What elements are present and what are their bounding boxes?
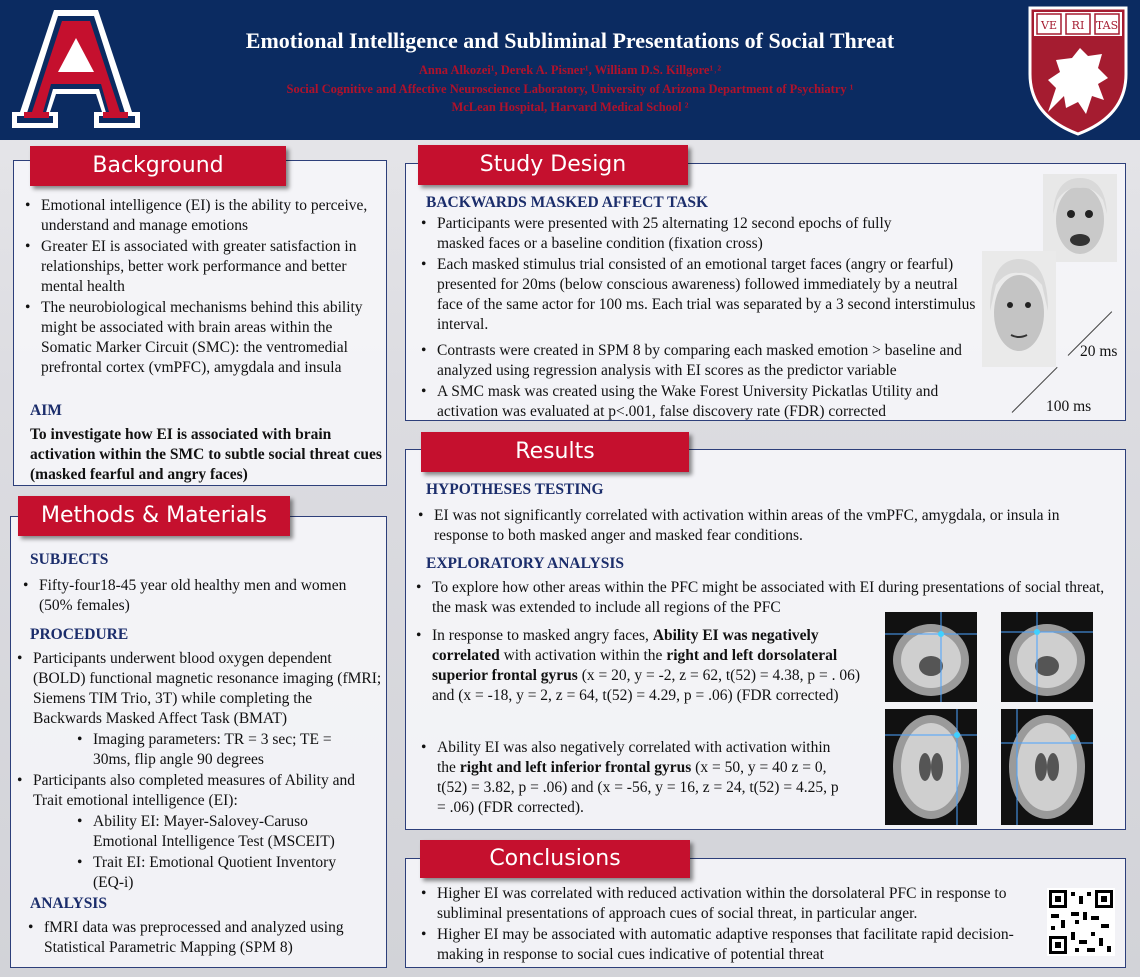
hypotheses-list [417,506,1117,547]
exploratory-label: EXPLORATORY ANALYSIS [426,555,624,572]
label-20ms: 20 ms [1080,343,1118,360]
result-ifg-list [420,738,845,819]
shield-text-ri: RI [1071,19,1085,32]
ability-ei-measure: • Ability EI: Mayer-Salovey-Caruso Emotional Intelligence Test (MSCEIT) [76,812,363,852]
result-angry-bullet: • In response to masked angry faces, Ability EI was negatively correlated with activation within the right and left dorsolateral superior frontal gyrus (x = 20, y = -2, z = 62, t(52) = 4.38, p = . 06) and (x = -18, y = 2, z = 64, t(52) = 4.29, p = .06) (FDR corrected) [415,626,867,706]
trait-ei-measure: • Trait EI: Emotional Quotient Inventory (EQ-i) [76,853,363,893]
affiliation-harvard: McLean Hospital, Harvard Medical School ² [451,100,689,114]
neutral-face-image [982,251,1056,367]
affiliation-arizona: Social Cognitive and Affective Neuroscience Laboratory, University of Arizona Department of Psychiatry ¹ [286,82,854,96]
background-bullet-2: • Greater EI is associated with greater satisfaction in relationships, better work performance and better mental health [24,237,384,297]
procedure-bullet-1: • Participants underwent blood oxygen dependent (BOLD) functional magnetic resonance imaging (fMRI; Siemens TIM Trio, 3T) while completing the Backwards Masked Affect Task (BMAT) [16,649,384,729]
brain-scan-coronal-right [885,612,977,702]
study-design-heading: Study Design [418,145,688,185]
shield-text-tas: TAS [1095,19,1119,32]
fearful-face-image [1043,174,1117,262]
bmat-label: BACKWARDS MASKED AFFECT TASK [426,194,709,211]
brain-scan-axial-right [885,709,977,825]
procedure-bullet-2: • Participants also completed measures of Ability and Trait emotional intelligence (EI): [16,771,384,811]
conclusion-bullet-1: • Higher EI was correlated with reduced activation within the dorsolateral PFC in response to subliminal presentations of approach cues of social threat, in particular anger. [420,884,1040,924]
conclusions-list [420,884,1040,966]
label-100ms: 100 ms [1046,398,1092,415]
design-bullet-3: • Contrasts were created in SPM 8 by comparing each masked emotion > baseline and analyzed using regression analysis with EI scores as the predictor variable [420,341,987,381]
analysis-list [27,918,372,959]
procedure-label: PROCEDURE [30,626,129,643]
qr-code[interactable] [1047,888,1115,956]
exploratory-bullet-1: • To explore how other areas within the PFC might be associated with EI during presentations of social threat, the mask was extended to include all regions of the PFC [415,578,1115,618]
results-heading: Results [421,432,689,472]
design-bullets [420,214,980,423]
background-bullets [24,196,384,379]
design-bullet-1: • Participants were presented with 25 alternating 12 second epochs of fully masked faces or a baseline condition (fixation cross) [420,214,937,254]
brain-scan-axial-left [1001,709,1093,825]
aim-text: To investigate how EI is associated with brain activation within the SMC to subtle social threat cues (masked fearful and angry faces) [30,426,382,483]
background-bullet-1: • Emotional intelligence (EI) is the ability to perceive, understand and manage emotions [24,196,384,236]
brain-scan-coronal-left [1001,612,1093,702]
authors: Anna Alkozei¹, Derek A. Pisner¹, William D.S. Killgore¹˒² [418,63,722,77]
background-heading: Background [30,146,286,186]
conclusions-heading: Conclusions [420,840,690,878]
background-bullet-3: • The neurobiological mechanisms behind this ability might be associated with brain areas within the Somatic Marker Circuit (SMC): the ventromedial prefrontal cortex (vmPFC), amygdala and insula [24,298,384,378]
subjects-label: SUBJECTS [30,551,109,568]
methods-heading: Methods & Materials [18,496,290,536]
aim-label: AIM [30,402,62,419]
hypotheses-label: HYPOTHESES TESTING [426,481,604,498]
result-angry-list [415,626,867,707]
design-bullet-4: • A SMC mask was created using the Wake Forest University Pickatlas Utility and activation was evaluated at p<.001, false discovery rate (FDR) corrected [420,382,997,422]
university-of-arizona-logo [10,8,142,130]
analysis-label: ANALYSIS [30,895,107,912]
conclusion-bullet-2: • Higher EI may be associated with automatic adaptive responses that facilitate rapid decision-making in response to social cues indicative of potential threat [420,925,1040,965]
shield-text-ve: VE [1041,19,1057,32]
hypotheses-bullet: • EI was not significantly correlated with activation within areas of the vmPFC, amygdala, or insula in response to both masked anger and masked fear conditions. [417,506,1117,546]
poster-title: Emotional Intelligence and Subliminal Presentations of Social Threat [245,28,895,53]
result-ifg-bullet: • Ability EI was also negatively correlated with activation within the right and left inferior frontal gyrus (x = 50, y = 40 z = 0, t(52) = 3.82, p = .06) and (x = -56, y = 16, z = 24, t(52) = 4.25, p = .06) (FDR corrected). [420,738,845,818]
subjects-list [22,576,374,617]
subjects-bullet: • Fifty-four18-45 year old healthy men and women (50% females) [22,576,374,616]
analysis-bullet: • fMRI data was preprocessed and analyzed using Statistical Parametric Mapping (SPM 8) [27,918,372,958]
procedure-list [16,649,384,894]
harvard-shield-logo [1026,4,1130,138]
imaging-parameters: • Imaging parameters: TR = 3 sec; TE = 30ms, flip angle 90 degrees [76,730,363,770]
design-bullet-2: • Each masked stimulus trial consisted of an emotional target faces (angry or fearful) presented for 20ms (below conscious awareness) followed immediately by a neutral face of the same actor for 100 ms. Each trial was separated by a 3 second interstimulus interval. [420,255,977,335]
